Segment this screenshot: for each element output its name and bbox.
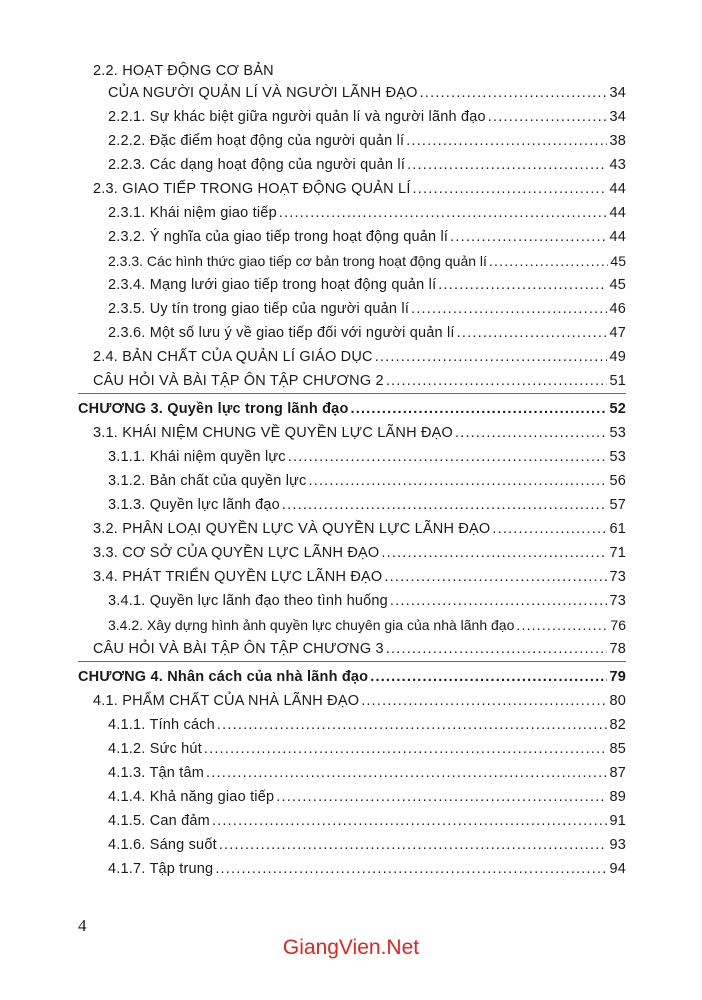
toc-entry-text: 2.2.2. Đặc điểm hoạt động của người quản lí	[108, 133, 405, 149]
toc-entry-text: 2.3.4. Mạng lưới giao tiếp trong hoạt động quản lí	[108, 277, 437, 293]
toc-page-number: 78	[609, 641, 626, 657]
toc-entry-text: CÂU HỎI VÀ BÀI TẬP ÔN TẬP CHƯƠNG 2	[93, 373, 384, 389]
toc-entry[interactable]	[108, 784, 626, 806]
divider	[78, 393, 626, 394]
toc-entry-text: 4.1.4. Khả năng giao tiếp	[108, 789, 275, 805]
toc-page-number: 46	[609, 301, 626, 317]
toc-entry-text: 3.1.3. Quyền lực lãnh đạo	[108, 497, 280, 513]
toc-entry[interactable]	[108, 200, 626, 222]
toc-page-number: 52	[609, 401, 626, 417]
toc-entry[interactable]	[108, 320, 626, 342]
watermark-text[interactable]: GiangVien.Net	[282, 936, 420, 959]
toc-entry-text: 4.1.5. Can đảm	[108, 813, 210, 829]
toc-entry-text: 2.3. GIAO TIẾP TRONG HOẠT ĐỘNG QUẢN LÍ	[93, 181, 411, 197]
toc-entry-text: 2.2. HOẠT ĐỘNG CƠ BẢN	[93, 63, 274, 79]
toc-entry[interactable]	[108, 296, 626, 318]
toc-entry[interactable]	[93, 540, 626, 562]
divider	[78, 661, 626, 662]
toc-page-number: 85	[609, 741, 626, 757]
toc-page-number: 73	[609, 593, 626, 609]
toc-page-number: 89	[609, 789, 626, 805]
toc-chapter-entry[interactable]	[78, 396, 626, 418]
toc-entry-text: 2.3.1. Khái niệm giao tiếp	[108, 205, 277, 221]
toc-entry[interactable]	[108, 808, 626, 830]
toc-entry-text: CỦA NGƯỜI QUẢN LÍ VÀ NGƯỜI LÃNH ĐẠO	[108, 85, 418, 101]
toc-page-number: 76	[610, 617, 626, 633]
toc-entry-text: 3.2. PHÂN LOẠI QUYỀN LỰC VÀ QUYỀN LỰC LÃNH ĐẠO	[93, 521, 491, 537]
toc-page-number: 43	[609, 157, 626, 173]
toc-entry-text: 3.4. PHÁT TRIỂN QUYỀN LỰC LÃNH ĐẠO	[93, 569, 383, 585]
toc-entry-text: 4.1.6. Sáng suốt	[108, 837, 217, 853]
page-number: 4	[78, 916, 87, 935]
toc-entry[interactable]	[108, 80, 626, 102]
toc-page-number: 38	[609, 133, 626, 149]
toc-entry[interactable]	[93, 516, 626, 538]
toc-entry-text: 3.4.2. Xây dựng hình ảnh quyền lực chuyên gia của nhà lãnh đạo	[108, 617, 515, 633]
toc-entry-text: 3.1.1. Khái niệm quyền lực	[108, 449, 286, 465]
toc-entry-text: 2.3.5. Uy tín trong giao tiếp của người quản lí	[108, 301, 410, 317]
toc-entry[interactable]	[93, 636, 626, 658]
toc-entry[interactable]	[108, 152, 626, 174]
toc-entry[interactable]	[108, 612, 626, 634]
toc-entry[interactable]	[93, 688, 626, 710]
toc-entry-text: 3.4.1. Quyền lực lãnh đạo theo tình huống	[108, 593, 388, 609]
toc-entry[interactable]	[108, 248, 626, 270]
toc-page-number: 44	[609, 229, 626, 245]
toc-entry[interactable]	[108, 468, 626, 490]
toc-entry-text: 4.1.3. Tận tâm	[108, 765, 205, 781]
toc-entry-text: 3.1. KHÁI NIỆM CHUNG VỀ QUYỀN LỰC LÃNH ĐẠO	[93, 425, 453, 441]
toc-page-number: 73	[609, 569, 626, 585]
toc-page-number: 44	[609, 205, 626, 221]
toc-page-number: 80	[609, 693, 626, 709]
toc-entry[interactable]	[108, 832, 626, 854]
toc-page-number: 79	[609, 669, 626, 685]
toc-entry-text: 3.1.2. Bản chất của quyền lực	[108, 473, 307, 489]
toc-entry-text: 2.3.3. Các hình thức giao tiếp cơ bản trong hoạt động quản lí	[108, 253, 487, 269]
toc-page-number: 45	[610, 253, 626, 269]
toc-page-number: 91	[609, 813, 626, 829]
toc-entry[interactable]	[93, 420, 626, 442]
toc-entry-text: CÂU HỎI VÀ BÀI TẬP ÔN TẬP CHƯƠNG 3	[93, 641, 384, 657]
toc-entry-text: 4.1.1. Tính cách	[108, 717, 215, 733]
toc-page-number: 87	[609, 765, 626, 781]
toc-page-number: 56	[609, 473, 626, 489]
toc-entry-text: CHƯƠNG 4. Nhân cách của nhà lãnh đạo	[78, 669, 369, 685]
toc-entry[interactable]	[108, 224, 626, 246]
toc-page-number: 71	[609, 545, 626, 561]
toc-page-number: 61	[609, 521, 626, 537]
toc-page-number: 44	[609, 181, 626, 197]
toc-entry[interactable]	[108, 856, 626, 878]
toc-entry[interactable]	[93, 564, 626, 586]
toc-page-number: 51	[609, 373, 626, 389]
toc-entry[interactable]	[108, 736, 626, 758]
toc-page-number: 45	[609, 277, 626, 293]
toc-entry[interactable]	[108, 712, 626, 734]
toc-entry-text: CHƯƠNG 3. Quyền lực trong lãnh đạo	[78, 401, 349, 417]
toc-entry[interactable]	[108, 760, 626, 782]
toc-entry[interactable]	[108, 492, 626, 514]
toc-entry[interactable]	[93, 344, 626, 366]
toc-entry[interactable]	[93, 368, 626, 390]
toc-entry[interactable]	[108, 272, 626, 294]
toc-page-number: 47	[609, 325, 626, 341]
toc-page-number: 94	[609, 861, 626, 877]
toc-page-number: 53	[609, 425, 626, 441]
toc-entry-text: 2.3.6. Một số lưu ý về giao tiếp đối với người quản lí	[108, 325, 455, 341]
toc-entry[interactable]	[108, 444, 626, 466]
toc-entry-text: 4.1.7. Tập trung	[108, 861, 214, 877]
toc-chapter-entry[interactable]	[78, 664, 626, 686]
toc-page-number: 34	[609, 109, 626, 125]
toc-page-number: 93	[609, 837, 626, 853]
toc-entry[interactable]	[93, 176, 626, 198]
toc-entry-text: 2.3.2. Ý nghĩa của giao tiếp trong hoạt động quản lí	[108, 229, 449, 245]
toc-page-number: 34	[609, 85, 626, 101]
toc-entry[interactable]	[108, 104, 626, 126]
toc-entry[interactable]	[108, 128, 626, 150]
toc-entry-text: 2.2.3. Các dạng hoạt động của người quản lí	[108, 157, 406, 173]
toc-page-number: 49	[609, 349, 626, 365]
toc-page-number: 53	[609, 449, 626, 465]
toc-entry-text: 3.3. CƠ SỞ CỦA QUYỀN LỰC LÃNH ĐẠO	[93, 545, 380, 561]
toc-entry[interactable]	[108, 588, 626, 610]
toc-section-heading	[93, 58, 626, 80]
toc-entry-text: 4.1.2. Sức hút	[108, 741, 202, 757]
toc-page-number: 82	[609, 717, 626, 733]
toc-entry-text: 4.1. PHẨM CHẤT CỦA NHÀ LÃNH ĐẠO	[93, 693, 360, 709]
toc-entry-text: 2.2.1. Sự khác biệt giữa người quản lí và người lãnh đạo	[108, 109, 486, 125]
toc-entry-text: 2.4. BẢN CHẤT CỦA QUẢN LÍ GIÁO DỤC	[93, 349, 373, 365]
toc-page-number: 57	[609, 497, 626, 513]
